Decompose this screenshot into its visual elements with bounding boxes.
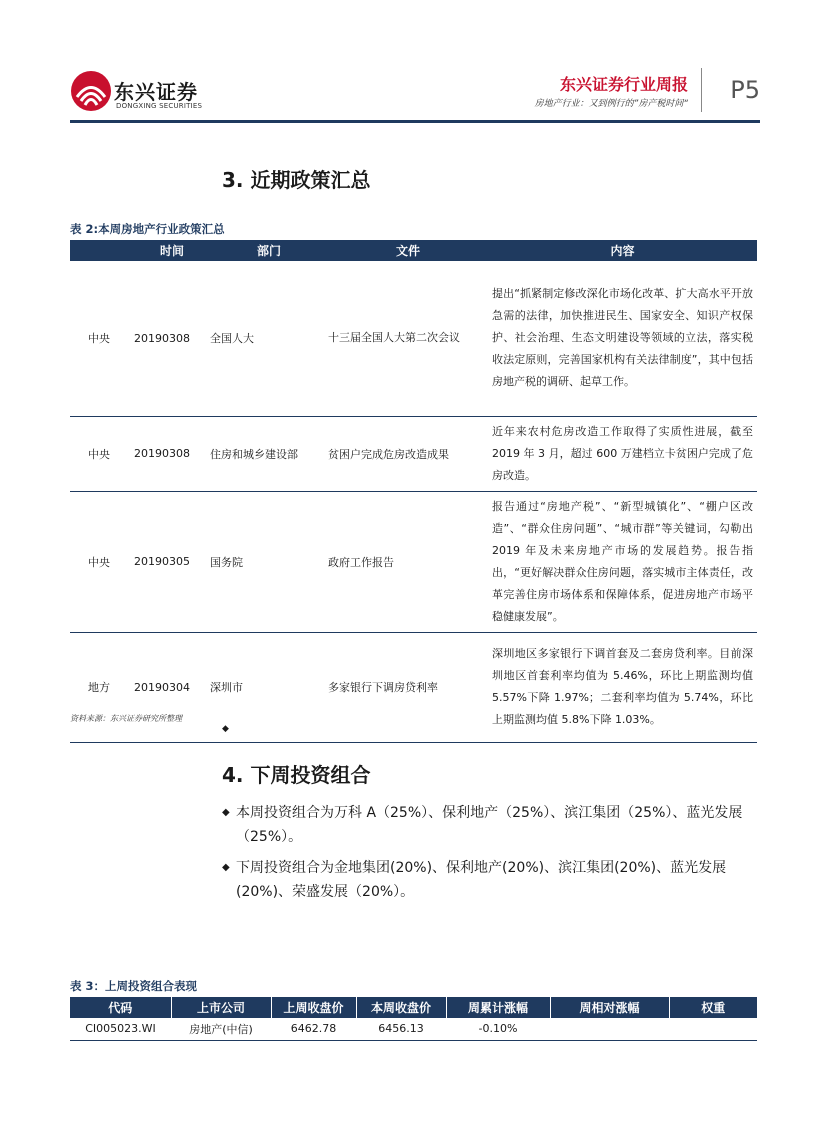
header-divider: [701, 68, 702, 112]
cell-level: 地方: [70, 632, 134, 742]
logo-text-en: DONGXING SECURITIES: [116, 102, 203, 110]
table-row: [70, 416, 757, 491]
cell-level: 中央: [70, 261, 134, 416]
diamond-bullet-icon: ◆: [222, 807, 230, 818]
portfolio-table: [70, 997, 757, 1041]
cell-dept: 国务院: [210, 491, 328, 632]
cell-file: 多家银行下调房贷利率: [328, 632, 488, 742]
cell-close: 6456.13: [356, 1018, 446, 1040]
policy-table-header: [70, 240, 757, 261]
table-2-source: 资料来源：东兴证券研究所整理: [70, 714, 182, 723]
cell-dept: 全国人大: [210, 261, 328, 416]
cell-date: 20190304: [134, 632, 210, 742]
cell-content: 深圳地区多家银行下调首套及二套房贷利率。目前深圳地区首套利率均值为 5.46%，环比上期监测均值 5.57%下降 1.97%；二套利率均值为 5.74%，环比上期监测均值 5.8%下降 1.03%。: [488, 632, 757, 742]
cell-rel-change: [550, 1018, 669, 1040]
report-title: 东兴证券行业周报: [559, 75, 688, 94]
cell-content: 近年来农村危房改造工作取得了实质性进展，截至 2019 年 3 月，超过 600 万建档立卡贫困户完成了危房改造。: [488, 416, 757, 491]
cell-date: 20190308: [134, 416, 210, 491]
column-header-company: 上市公司: [171, 997, 271, 1018]
bullet-text: 本周投资组合为万科 A（25%）、保利地产（25%）、滨江集团（25%）、蓝光发展（25%）。: [236, 805, 743, 845]
column-header-dept: 部门: [210, 240, 328, 261]
report-subtitle: 房地产行业：又到例行的”房产税时间“: [534, 99, 688, 109]
cell-weight: [669, 1018, 757, 1040]
column-header-content: 内容: [488, 240, 757, 261]
table-2-caption: 表 2:本周房地产行业政策汇总: [70, 222, 225, 236]
header-rule: [70, 120, 760, 123]
logo-text-cn: 东兴证券: [114, 80, 198, 104]
section-3-title: 3. 近期政策汇总: [222, 168, 371, 192]
diamond-bullet-icon: ◆: [222, 862, 230, 873]
list-item: [222, 801, 758, 849]
cell-level: 中央: [70, 416, 134, 491]
table-row: [70, 632, 757, 742]
cell-file: 十三届全国人大第二次会议: [328, 261, 488, 416]
cell-content: 提出“抓紧制定修改深化市场化改革、扩大高水平开放急需的法律，加快推进民生、国家安全、知识产权保护、社会治理、生态文明建设等领域的立法，落实税收法定原则，完善国家机构有关法律制度”，其中包括房地产税的调研、起草工作。: [488, 261, 757, 416]
column-header-code: 代码: [70, 997, 171, 1018]
portfolio-table-header: [70, 997, 757, 1018]
stray-bullet-icon: ◆: [222, 724, 229, 734]
cell-dept: 深圳市: [210, 632, 328, 742]
cell-level: 中央: [70, 491, 134, 632]
section-4-title: 4. 下周投资组合: [222, 763, 371, 787]
table-row: [70, 261, 757, 416]
page-number: P5: [730, 76, 760, 104]
cell-file: 政府工作报告: [328, 491, 488, 632]
cell-company: 房地产(中信): [171, 1018, 271, 1040]
column-header-file: 文件: [328, 240, 488, 261]
bullet-text: 下周投资组合为金地集团(20%)、保利地产(20%)、滨江集团(20%)、蓝光发展(20%)、荣盛发展（20%）。: [236, 860, 727, 900]
cell-code: CI005023.WI: [70, 1018, 171, 1040]
column-header-close: 本周收盘价: [356, 997, 446, 1018]
list-item: [222, 856, 758, 904]
cell-prev-close: 6462.78: [271, 1018, 356, 1040]
column-header-level: [70, 240, 134, 261]
cell-date: 20190305: [134, 491, 210, 632]
cell-file: 贫困户完成危房改造成果: [328, 416, 488, 491]
logo-mark-icon: [70, 70, 112, 112]
column-header-date: 时间: [134, 240, 210, 261]
cell-cum-change: -0.10%: [446, 1018, 550, 1040]
column-header-prev-close: 上周收盘价: [271, 997, 356, 1018]
cell-dept: 住房和城乡建设部: [210, 416, 328, 491]
column-header-cum-change: 周累计涨幅: [446, 997, 550, 1018]
table-3-caption: 表 3：上周投资组合表现: [70, 979, 198, 993]
company-logo: [70, 70, 210, 114]
table-row: [70, 491, 757, 632]
table-row: [70, 1018, 757, 1040]
cell-date: 20190308: [134, 261, 210, 416]
column-header-weight: 权重: [669, 997, 757, 1018]
cell-content: 报告通过“房地产税”、“新型城镇化”、“棚户区改造”、“群众住房问题”、“城市群”等关键词，勾勒出 2019 年及未来房地产市场的发展趋势。报告指出，“更好解决群众住房问题，落实城市主体责任，改革完善住房市场体系和保障体系，促进房地产市场平稳健康发展”。: [488, 491, 757, 632]
column-header-rel-change: 周相对涨幅: [550, 997, 669, 1018]
page-header: [70, 64, 760, 122]
policy-table: [70, 240, 757, 743]
